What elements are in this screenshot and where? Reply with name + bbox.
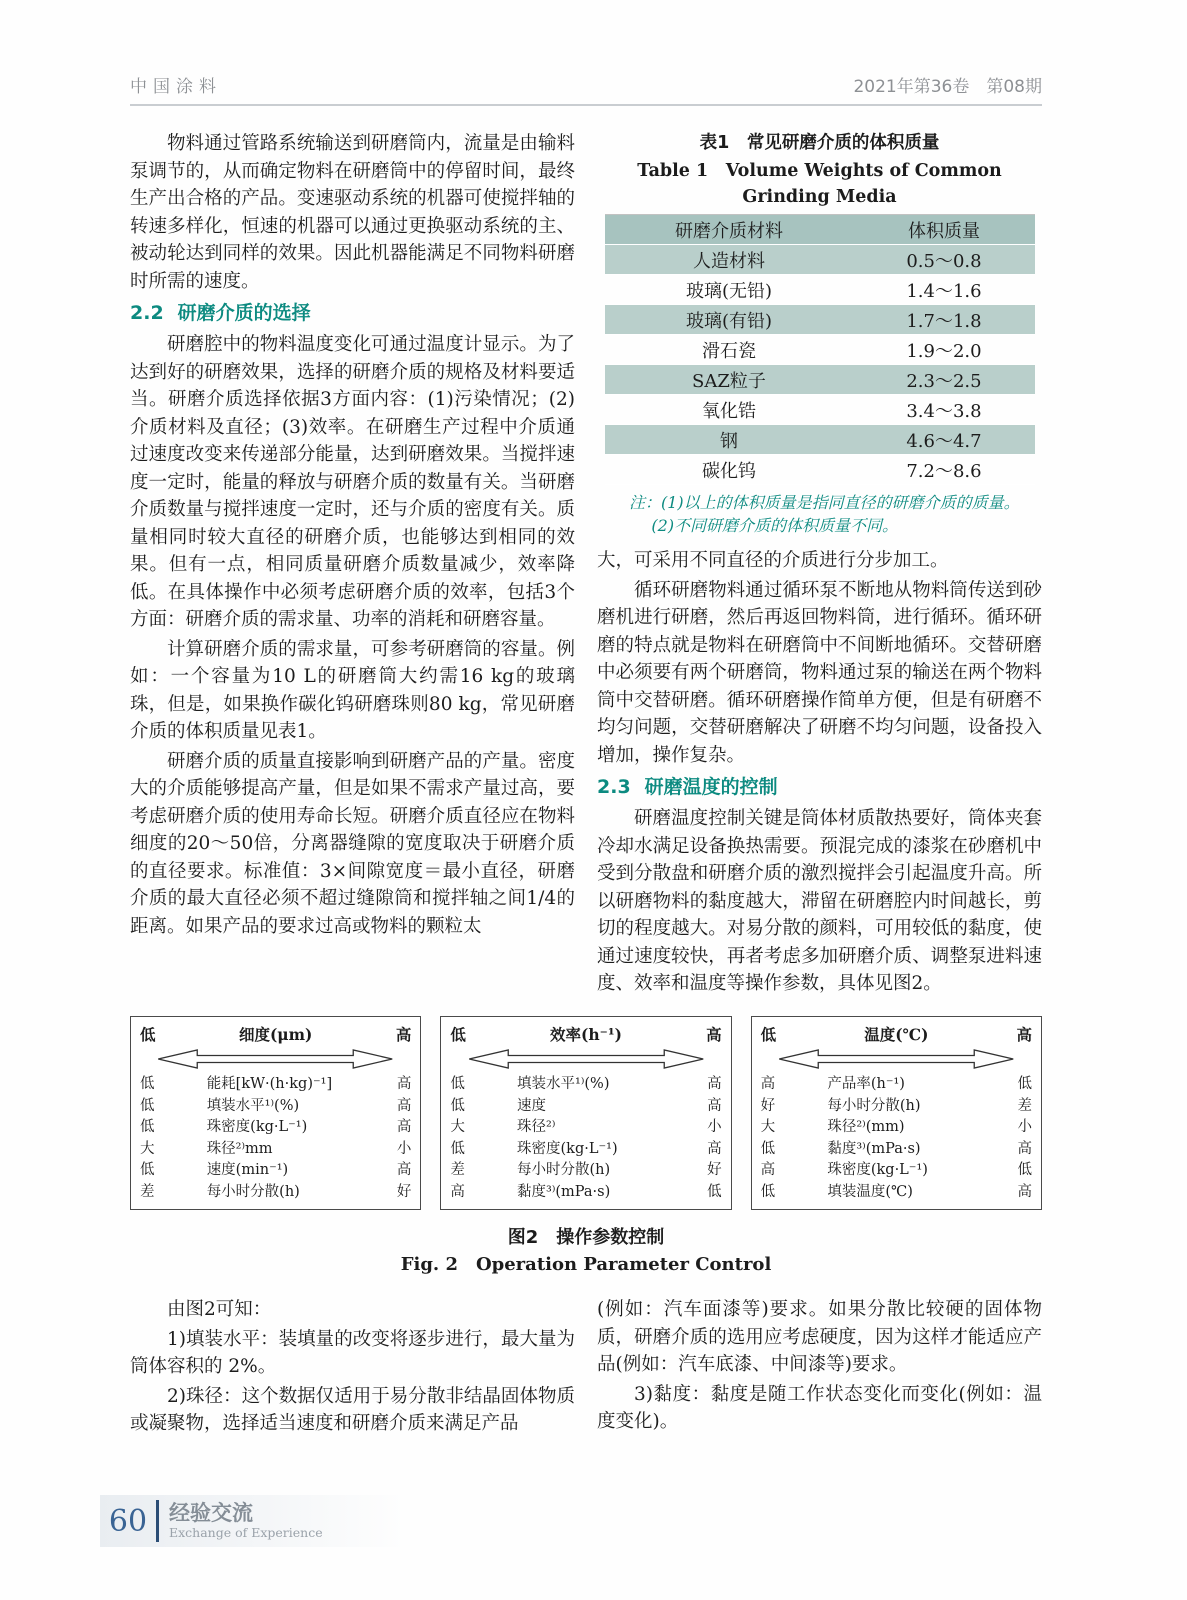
- low-end-value: 大: [450, 1119, 465, 1135]
- figure2-box-header: [761, 1024, 1032, 1046]
- cell-volume-weight: 7.2～8.6: [853, 455, 1034, 485]
- cell-volume-weight: 2.3～2.5: [853, 365, 1034, 395]
- parameter-row: [761, 1096, 1032, 1118]
- high-end-value: 高: [707, 1140, 722, 1157]
- section-number: 2.3: [597, 776, 631, 798]
- high-end-value: 高: [1017, 1140, 1032, 1157]
- high-end-value: 小: [707, 1119, 722, 1135]
- parameter-row: [140, 1117, 411, 1139]
- cell-material: 人造材料: [605, 245, 854, 275]
- parameter-label: 珠径²⁾: [517, 1119, 556, 1135]
- parameter-row: [140, 1160, 411, 1182]
- table1-notes: [597, 491, 1042, 537]
- parameter-label: 能耗[kW·(h·kg)⁻¹]: [206, 1076, 333, 1092]
- table1-header-volume-weight: 体积质量: [853, 215, 1034, 245]
- paragraph: 由图2可知：: [167, 1299, 272, 1320]
- figure2-box-temperature: [751, 1016, 1042, 1211]
- running-head: [130, 72, 1042, 106]
- double-arrow-icon: [766, 1047, 1026, 1071]
- low-end-value: 低: [760, 1183, 776, 1200]
- parameter-label: 产品率(h⁻¹): [827, 1076, 905, 1092]
- cell-material: 玻璃(有铅): [605, 305, 854, 335]
- paragraph: 研磨温度控制关键是筒体材质散热要好，筒体夹套冷却水满足设备换热需要。预混完成的漆浆在砂磨机中受到分散盘和研磨介质的激烈搅拌会引起温度升高。所以研磨物料的黏度越大，滞留在研磨腔内时间越长，剪切的程度越大。对易分散的颜料，可用较低的黏度，使通过速度较快，再者考虑多加研磨介质、调整泵进料速度、效率和温度等操作参数，具体见图2。: [597, 808, 1042, 994]
- table-row: [605, 425, 1035, 455]
- cell-volume-weight: 0.5～0.8: [853, 245, 1034, 275]
- low-end-value: 低: [140, 1097, 155, 1114]
- lower-left-column: [130, 1296, 575, 1440]
- low-end-value: 低: [140, 1076, 155, 1092]
- figure2-box-header: [450, 1024, 721, 1046]
- high-end-value: 高: [396, 1097, 412, 1114]
- footer-divider: [156, 1500, 159, 1542]
- table-row: [605, 455, 1035, 485]
- issue-info: 2021年第36卷 第08期: [853, 77, 1042, 97]
- parameter-row: [450, 1160, 721, 1182]
- left-column: [130, 130, 575, 1000]
- cell-volume-weight: 1.7～1.8: [853, 305, 1034, 335]
- high-end-value: 高: [396, 1162, 412, 1178]
- parameter-row: [450, 1096, 721, 1118]
- parameter-label: 珠密度(kg·L⁻¹): [827, 1162, 928, 1178]
- high-end-value: 差: [1017, 1097, 1032, 1114]
- low-end-value: 低: [450, 1097, 465, 1114]
- parameter-row: [450, 1117, 721, 1139]
- cell-volume-weight: 1.4～1.6: [853, 275, 1034, 305]
- table1-note-2: (2)不同研磨介质的体积质量不同。: [651, 516, 899, 535]
- parameter-label: 珠径²⁾mm: [206, 1140, 273, 1157]
- figure2-box-rows: [450, 1074, 721, 1203]
- low-end-value: 差: [450, 1162, 465, 1178]
- parameter-label: 每小时分散(h): [206, 1183, 300, 1200]
- figure2-box-rows: [140, 1074, 411, 1203]
- low-end-value: 低: [140, 1162, 155, 1178]
- table1-note-1: 注：(1)以上的体积质量是指同直径的研磨介质的质量。: [629, 493, 1020, 512]
- lower-right-column: [597, 1296, 1042, 1440]
- parameter-label: 珠密度(kg·L⁻¹): [206, 1119, 308, 1135]
- parameter-label: 填装温度(℃): [827, 1183, 913, 1200]
- parameter-label: 填装水平¹⁾(%): [206, 1097, 300, 1114]
- low-end-value: 高: [760, 1076, 776, 1092]
- parameter-row: [761, 1160, 1032, 1182]
- section-title: 研磨介质的选择: [177, 302, 311, 324]
- cell-material: 钢: [605, 425, 854, 455]
- parameter-row: [761, 1139, 1032, 1161]
- figure2-caption-cn: 图2 操作参数控制: [507, 1227, 665, 1248]
- parameter-row: [761, 1182, 1032, 1204]
- high-end-value: 高: [707, 1076, 722, 1092]
- table-row: [605, 275, 1035, 305]
- list-item: 3)黏度：黏度是随工作状态变化而变化(例如：温度变化)。: [597, 1383, 1042, 1432]
- cell-material: 碳化钨: [605, 455, 854, 485]
- high-end-value: 好: [396, 1183, 412, 1200]
- scale-high-label: 高: [1016, 1024, 1032, 1044]
- high-end-value: 高: [707, 1097, 722, 1114]
- section-title: 研磨温度的控制: [644, 776, 778, 798]
- table1-caption-en: Table 1 Volume Weights of Common Grinding Media: [637, 161, 1002, 207]
- box-title: 效率(h⁻¹): [550, 1024, 622, 1044]
- list-item: 1)填装水平：装填量的改变将逐步进行，最大量为筒体容积的 2%。: [130, 1328, 575, 1377]
- table-row: [605, 365, 1035, 395]
- parameter-row: [761, 1117, 1032, 1139]
- lower-columns: [130, 1296, 1042, 1440]
- cell-material: 玻璃(无铅): [605, 275, 854, 305]
- low-end-value: 低: [140, 1119, 155, 1135]
- section-heading-2-3: [597, 772, 1042, 802]
- low-end-value: 大: [140, 1140, 155, 1157]
- parameter-label: 填装水平¹⁾(%): [517, 1076, 610, 1092]
- high-end-value: 好: [707, 1162, 722, 1178]
- table-row: [605, 305, 1035, 335]
- cell-material: 氧化锆: [605, 395, 854, 425]
- scale-low-label: 低: [140, 1024, 156, 1044]
- figure2-box-header: [140, 1024, 411, 1046]
- cell-volume-weight: 1.9～2.0: [853, 335, 1034, 365]
- double-arrow-icon: [145, 1047, 405, 1071]
- cell-volume-weight: 3.4～3.8: [853, 395, 1034, 425]
- paragraph: 物料通过管路系统输送到研磨筒内，流量是由输料泵调节的，从而确定物料在研磨筒中的停留时间，最终生产出合格的产品。变速驱动系统的机器可使搅拌轴的转速多样化，恒速的机器可以通过更换驱动系统的主、被动轮达到同样的效果。因此机器能满足不同物料研磨时所需的速度。: [130, 133, 575, 292]
- right-column: [597, 130, 1042, 1000]
- table1-body: [605, 245, 1035, 485]
- low-end-value: 大: [760, 1119, 776, 1135]
- paragraph: 大，可采用不同直径的介质进行分步加工。: [597, 550, 949, 571]
- low-end-value: 高: [450, 1183, 465, 1200]
- upper-columns: [130, 130, 1042, 1000]
- table1-caption-cn: 表1 常见研磨介质的体积质量: [699, 133, 940, 153]
- parameter-row: [140, 1182, 411, 1204]
- cell-material: SAZ粒子: [605, 365, 854, 395]
- parameter-row: [140, 1139, 411, 1161]
- high-end-value: 高: [1017, 1183, 1032, 1200]
- table1-header-row: [605, 215, 1035, 245]
- table1-head: [605, 215, 1035, 245]
- parameter-label: 珠径²⁾(mm): [827, 1119, 905, 1135]
- double-arrow-icon: [456, 1047, 716, 1071]
- high-end-value: 小: [1017, 1119, 1032, 1135]
- table1-header-material: 研磨介质材料: [605, 215, 854, 245]
- parameter-row: [450, 1139, 721, 1161]
- scale-low-label: 低: [450, 1024, 466, 1044]
- low-end-value: 低: [450, 1140, 465, 1157]
- figure2-box-efficiency: [440, 1016, 731, 1211]
- parameter-row: [761, 1074, 1032, 1096]
- high-end-value: 低: [707, 1183, 722, 1200]
- table-row: [605, 335, 1035, 365]
- box-title: 温度(℃): [864, 1024, 929, 1044]
- high-end-value: 小: [396, 1140, 412, 1157]
- box-title: 细度(μm): [238, 1024, 313, 1044]
- low-end-value: 好: [760, 1097, 776, 1114]
- paragraph: 计算研磨介质的需求量，可参考研磨筒的容量。例如：一个容量为10 L的研磨筒大约需16 kg的玻璃珠，但是，如果换作碳化钨研磨珠则80 kg，常见研磨介质的体积质量见表1。: [130, 638, 575, 742]
- cell-volume-weight: 4.6～4.7: [853, 425, 1034, 455]
- high-end-value: 低: [1017, 1076, 1032, 1092]
- parameter-label: 速度(min⁻¹): [206, 1162, 289, 1178]
- parameter-label: 黏度³⁾(mPa·s): [517, 1183, 611, 1200]
- figure2-caption-en: Fig. 2 Operation Parameter Control: [400, 1254, 772, 1275]
- high-end-value: 高: [396, 1076, 412, 1092]
- low-end-value: 高: [760, 1162, 776, 1178]
- footer-section-cn: 经验交流: [169, 1501, 253, 1525]
- journal-name: 中国涂料: [130, 77, 222, 97]
- figure2-box-rows: [761, 1074, 1032, 1203]
- parameter-label: 珠密度(kg·L⁻¹): [517, 1140, 618, 1157]
- page-number: 60: [108, 1503, 148, 1539]
- cell-material: 滑石瓷: [605, 335, 854, 365]
- low-end-value: 低: [450, 1076, 465, 1092]
- high-end-value: 高: [396, 1119, 412, 1135]
- section-number: 2.2: [130, 302, 164, 324]
- figure2-box-fineness: [130, 1016, 421, 1211]
- table1-grinding-media: [605, 214, 1035, 485]
- footer-section-en: Exchange of Experience: [169, 1525, 323, 1540]
- parameter-label: 每小时分散(h): [827, 1097, 921, 1114]
- figure2-boxes: [130, 1016, 1042, 1211]
- parameter-label: 速度: [517, 1097, 547, 1114]
- parameter-label: 每小时分散(h): [517, 1162, 611, 1178]
- paragraph: 研磨腔中的物料温度变化可通过温度计显示。为了达到好的研磨效果，选择的研磨介质的规格及材料要适当。研磨介质选择依据3方面内容：(1)污染情况；(2)介质材料及直径；(3)效率。在研磨生产过程中介质通过速度改变来传递部分能量，达到研磨效果。当搅拌速度一定时，能量的释放与研磨介质的数量有关。当研磨介质数量与搅拌速度一定时，还与介质的密度有关。质量相同时较大直径的研磨介质，也能够达到相同的效果。但有一点，相同质量研磨介质数量减少，效率降低。在具体操作中必须考虑研磨介质的效率，包括3个方面：研磨介质的需求量、功率的消耗和研磨容量。: [130, 334, 575, 630]
- list-item: 2)珠径：这个数据仅适用于易分散非结晶固体物质或凝聚物，选择适当速度和研磨介质来满足产品: [130, 1385, 575, 1434]
- parameter-label: 黏度³⁾(mPa·s): [827, 1140, 921, 1157]
- parameter-row: [140, 1074, 411, 1096]
- low-end-value: 低: [760, 1140, 776, 1157]
- page-content: [130, 72, 1042, 1440]
- scale-high-label: 高: [395, 1024, 412, 1044]
- paragraph: (例如：汽车面漆等)要求。如果分散比较硬的固体物质，研磨介质的选用应考虑硬度，因为这样才能适应产品(例如：汽车底漆、中间漆等)要求。: [597, 1299, 1042, 1375]
- scale-high-label: 高: [706, 1024, 722, 1044]
- table-row: [605, 245, 1035, 275]
- paragraph: 循环研磨物料通过循环泵不断地从物料筒传送到砂磨机进行研磨，然后再返回物料筒，进行循环。循环研磨的特点就是物料在研磨筒中不间断地循环。交替研磨中必须要有两个研磨筒，物料通过泵的输送在两个物料筒中交替研磨。循环研磨操作简单方便，但是有研磨不均匀问题，交替研磨解决了研磨不均匀问题，设备投入增加，操作复杂。: [597, 579, 1042, 766]
- footer-section: [169, 1501, 323, 1541]
- high-end-value: 低: [1017, 1162, 1032, 1178]
- parameter-row: [140, 1096, 411, 1118]
- parameter-row: [450, 1182, 721, 1204]
- table-row: [605, 395, 1035, 425]
- paragraph: 研磨介质的质量直接影响到研磨产品的产量。密度大的介质能够提高产量，但是如果不需求产量过高，要考虑研磨介质的使用寿命长短。研磨介质直径应在物料细度的20～50倍，分离器缝隙的宽度取决于研磨介质的直径要求。标准值：3×间隙宽度＝最小直径，研磨介质的最大直径必须不超过缝隙筒和搅拌轴之间1/4的距离。如果产品的要求过高或物料的颗粒太: [130, 750, 575, 937]
- section-heading-2-2: [130, 298, 575, 328]
- scale-low-label: 低: [760, 1024, 777, 1044]
- low-end-value: 差: [140, 1183, 155, 1200]
- page-footer: [100, 1495, 660, 1547]
- parameter-row: [450, 1074, 721, 1096]
